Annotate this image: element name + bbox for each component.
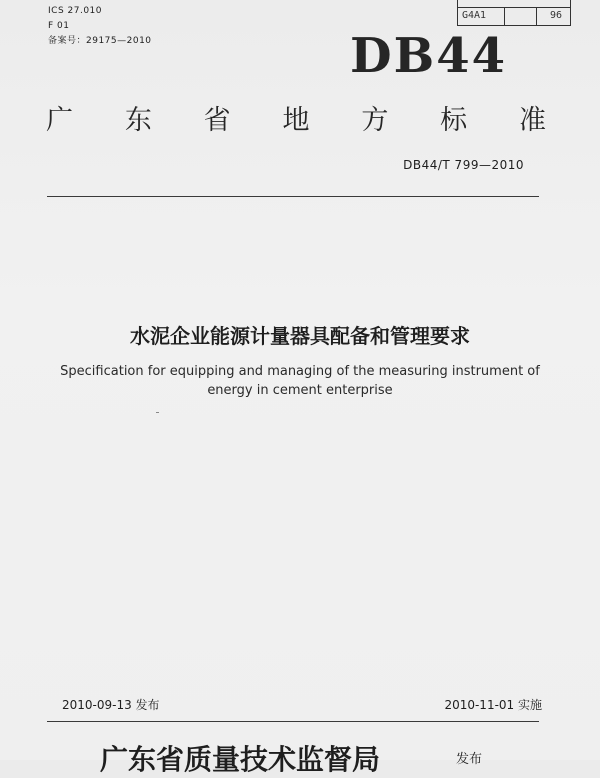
- stamp-bottom-row: [458, 8, 570, 25]
- paper-speck: [156, 412, 159, 413]
- bottom-divider: [47, 721, 539, 722]
- db44-logo: DB44: [350, 28, 507, 84]
- stamp-code: G4A1: [462, 10, 487, 21]
- issuer-suffix: 发布: [456, 752, 483, 767]
- implementation-date: 2010-11-01 实施: [444, 698, 542, 712]
- authority-char: 地: [282, 105, 310, 136]
- stamp-divider: [536, 8, 537, 25]
- authority-char: 准: [518, 105, 546, 136]
- title-chinese: 水泥企业能源计量器具配备和管理要求: [130, 324, 470, 348]
- authority-char: 东: [124, 105, 152, 136]
- issuing-authority: 广东省质量技术监督局: [100, 743, 381, 776]
- authority-char: 标: [440, 105, 468, 136]
- classification-block: [48, 4, 152, 49]
- top-divider: [47, 196, 539, 197]
- archive-stamp: [457, 0, 571, 26]
- stamp-top-row: [458, 0, 570, 8]
- ccs-code: F 01: [48, 21, 70, 31]
- authority-char: 省: [203, 105, 231, 136]
- authority-char: 方: [361, 105, 389, 136]
- authority-char: 广: [46, 105, 73, 136]
- stamp-divider: [504, 8, 505, 25]
- title-english-line: energy in cement enterprise: [207, 383, 393, 398]
- record-number: 备案号：29175—2010: [48, 36, 152, 46]
- stamp-number: 96: [549, 10, 562, 21]
- ics-code: ICS 27.010: [48, 6, 103, 16]
- title-english: [40, 362, 560, 400]
- standard-authority-heading: [46, 98, 546, 137]
- title-english-line: Specification for equipping and managing of the measuring instrument of: [60, 364, 540, 379]
- release-date: 2010-09-13 发布: [62, 698, 160, 712]
- standard-number: DB44/T 799—2010: [403, 158, 524, 172]
